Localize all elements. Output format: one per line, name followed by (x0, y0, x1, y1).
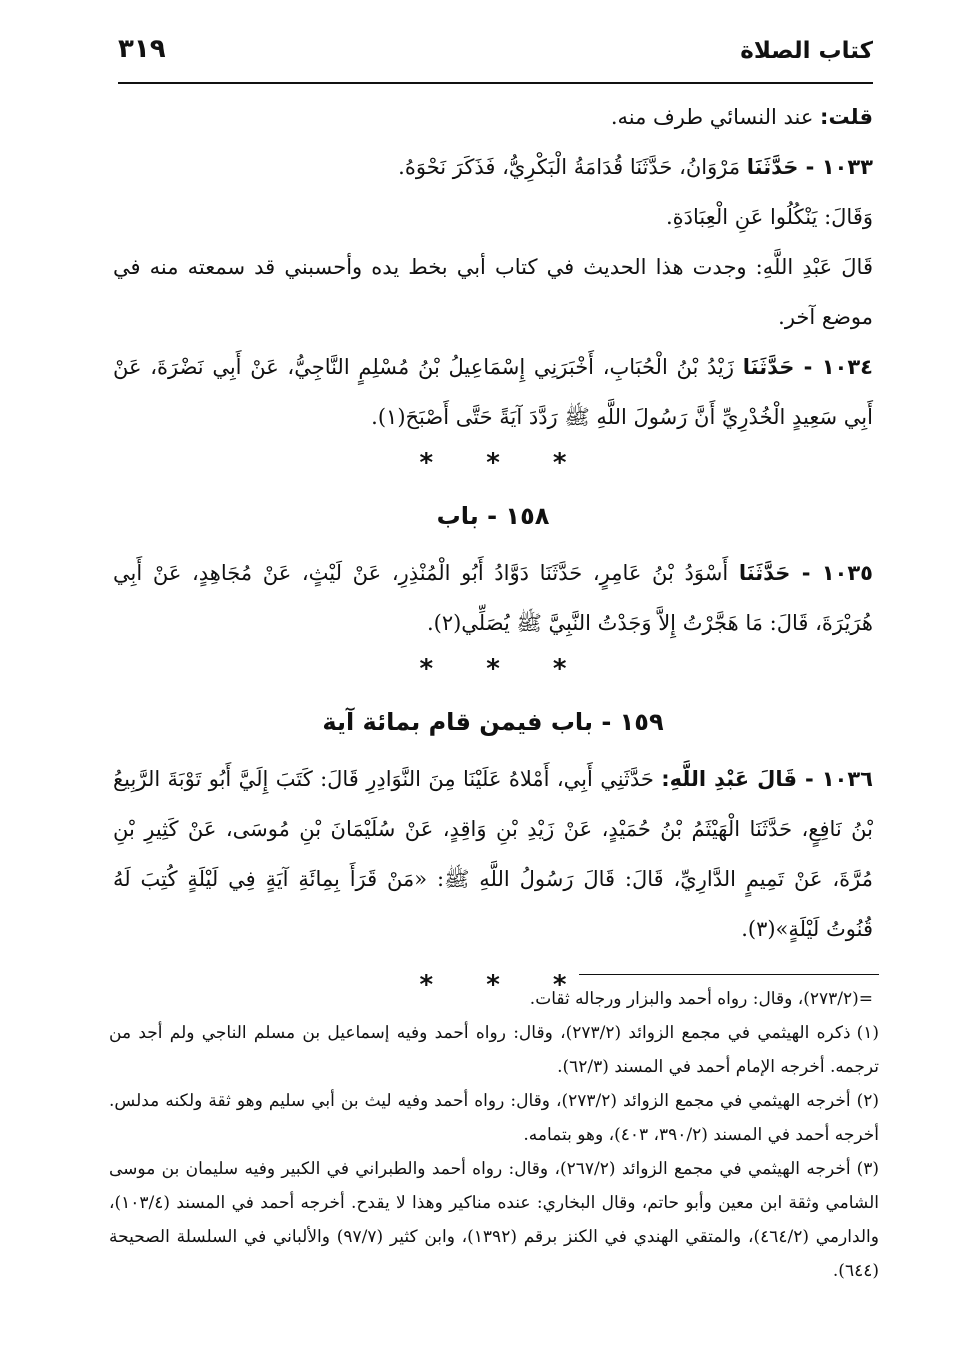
paragraph-text: وَقَالَ: يَنْكُلُوا عَنِ الْعِبَادَةِ. (666, 205, 873, 229)
hadith-1035 (113, 548, 873, 648)
section-separator: * * * (419, 654, 589, 684)
section-separator: * * * (419, 448, 589, 478)
chapter-title-159: ١٥٩ - باب فيمن قام بمائة آية (322, 708, 664, 736)
hadith-number: ١٠٣٤ - حَدَّثَنَا (742, 355, 874, 379)
footnote-mark: (١) (856, 1023, 879, 1043)
chapter-title-158: ١٥٨ - باب (436, 502, 550, 530)
paragraph (113, 192, 873, 242)
hadith-number: ١٠٣٥ - حَدَّثَنَا (738, 561, 874, 585)
footnote-continuation (109, 982, 879, 1016)
footnote-1 (109, 1016, 879, 1084)
footnotes (109, 982, 879, 1288)
footnote-2 (109, 1084, 879, 1152)
paragraph (113, 92, 873, 142)
hadith-text: مَرْوَانُ، حَدَّثَنَا قُدَامَةُ الْبَكْرِيُّ، فَذَكَرَ نَحْوَهُ. (398, 155, 747, 179)
footnote-mark: (٣) (856, 1159, 879, 1179)
hadith-text: حَدَّثَنِي أَبِي، أَمْلاهُ عَلَيْنَا مِنَ النَّوَادِرِ قَالَ: كَتَبَ إِلَيَّ أَبُو تَوْبَةَ الرَّبِيعُ بْنُ نَافِعٍ، حَدَّثَنَا الْهَيْثَمُ بْنُ حُمَيْدٍ، عَنْ زَيْدِ بْنِ وَاقِدٍ، عَنْ سُلَيْمَانَ بْنِ مُوسَى، عَنْ كَثِيرِ بْنِ مُرَّةَ، عَنْ تَمِيمٍ الدَّارِيِّ، قَالَ: قَالَ رَسُولُ اللَّهِ ﷺ: «مَنْ قَرَأَ بِمِائَةِ آيَةٍ فِي لَيْلَةٍ كُتِبَ لَهُ قُنُوتُ لَيْلَةٍ»(٣). (113, 767, 873, 941)
hadith-number: ١٠٣٦ - قَالَ عَبْدِ اللَّهِ: (661, 767, 873, 791)
footnote-text: أخرجه الهيثمي في مجمع الزوائد (٢٧٣/٢)، وقال: رواه أحمد وفيه ليث بن أبي سليم وهو ثقة ولكنه مدلس. أخرجه أحمد في المسند (٣٩٠/٢، ٤٠٣)، وهو بتمامه. (109, 1091, 879, 1145)
footnote-3 (109, 1152, 879, 1288)
footnote-text: =(٢٧٣/٢)، وقال: رواه أحمد والبزار ورجاله ثقات. (529, 989, 873, 1009)
hadith-text: زَيْدُ بْنُ الْحُبَابِ، أَخْبَرَنِي إِسْمَاعِيلُ بْنُ مُسْلِمٍ النَّاجِيُّ، عَنْ أَبِي نَضْرَةَ، عَنْ أَبِي سَعِيدٍ الْخُدْرِيِّ أَنَّ رَسُولَ اللَّهِ ﷺ رَدَّدَ آيَةً حَتَّى أَصْبَحَ(١). (113, 355, 873, 429)
hadith-1033 (113, 142, 873, 192)
footnote-mark: (٢) (856, 1091, 879, 1111)
hadith-1036 (113, 754, 873, 954)
hadith-1034 (113, 342, 873, 442)
page-number: ٣١٩ (118, 34, 166, 64)
footnote-text: ذكره الهيثمي في مجمع الزوائد (٢٧٣/٢)، وقال: رواه أحمد وفيه إسماعيل بن مسلم الناجي ولم أجد من ترجمه. أخرجه الإمام أحمد في المسند (٦٢/٣). (109, 1023, 879, 1077)
paragraph-text: عند النسائي طرف منه. (610, 105, 821, 129)
hadith-text: أَسْوَدُ بْنُ عَامِرٍ، حَدَّثَنَا دَوَّادُ أَبُو الْمُنْذِرِ، عَنْ لَيْثٍ، عَنْ مُجَاهِدٍ، عَنْ أَبِي هُرَيْرَةَ، قَالَ: مَا هَجَّرْتُ إِلاَّ وَجَدْتُ النَّبِيَّ ﷺ يُصَلِّي(٢). (113, 561, 873, 635)
page-header (118, 30, 873, 84)
hadith-number: ١٠٣٣ - حَدَّثَنَا (746, 155, 873, 179)
book-title: كتاب الصلاة (740, 38, 873, 64)
main-text (113, 92, 873, 1006)
footnote-divider (579, 974, 879, 975)
paragraph-text: قَالَ عَبْدِ اللَّهِ: وجدت هذا الحديث في كتاب أبي بخط يده وأحسبني قد سمعته منه في موضع آخر. (113, 255, 873, 329)
section-separator: * * * (419, 970, 589, 1000)
paragraph (113, 242, 873, 342)
paragraph-lead: قلت: (820, 105, 873, 129)
footnote-text: أخرجه الهيثمي في مجمع الزوائد (٢٦٧/٢)، وقال: رواه أحمد والطبراني في الكبير وفيه سليمان بن موسى الشامي وثقة ابن معين وأبو حاتم، وقال البخاري: عنده مناكير وهذا لا يقدح. أخرجه أحمد في المسند (١٠٣/٤)، والدارمي (٤٦٤/٢)، والمتقي الهندي في الكنز برقم (١٣٩٢)، وابن كثير (٩٧/٧) والألباني في السلسلة الصحيحة (٦٤٤). (109, 1159, 879, 1281)
